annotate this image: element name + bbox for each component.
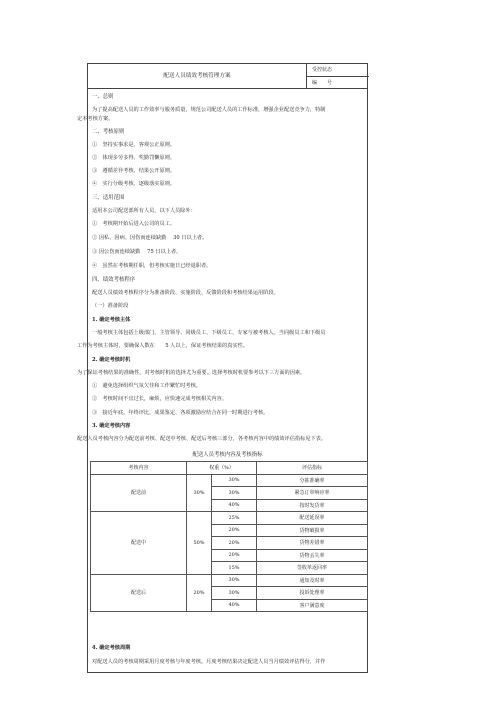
item-heading: 3. 确定考核内容 bbox=[92, 423, 131, 429]
list-item: ③ 接近年底，年终评比，成果鉴定、各项激励应结合在同一时期进行考核。 bbox=[92, 410, 269, 416]
subsection-heading: （一）准备阶段 bbox=[92, 303, 129, 309]
list-item: ④ 实行分级考核、逐级落实原则。 bbox=[92, 181, 176, 187]
item-heading: 2. 确定考核时机 bbox=[92, 357, 131, 363]
indicator-weight-cell: 25% bbox=[212, 512, 257, 525]
indicator-name-cell: 客户满意度 bbox=[257, 599, 368, 612]
indicator-weight-cell: 20% bbox=[212, 549, 257, 562]
paragraph: 适用本公司配送部所有人员，以下人员除外： bbox=[92, 208, 196, 214]
list-item: ② 因私、因病、因伤而连续缺勤 30 日以上者。 bbox=[92, 235, 208, 241]
document-title: 配送人员绩效考核管理方案 bbox=[88, 64, 307, 88]
paragraph: 定本考核方案。 bbox=[77, 116, 114, 122]
paragraph: 配送人员绩效考核程序分为准备阶段、实施阶段、反馈阶段和考核结果运用阶段。 bbox=[92, 290, 279, 296]
paragraph: 配送人员考核内容分为配送前考核、配送中考核、配送后考核三部分，各考核内容中的绩效评估指标见下表。 bbox=[77, 436, 327, 442]
section-heading: 二、考核原则 bbox=[92, 129, 125, 135]
group-name-cell: 配送前 bbox=[91, 474, 187, 512]
indicator-name-cell: 货物破损率 bbox=[257, 524, 368, 537]
list-item: ① 考核期开始后进入公司的员工。 bbox=[92, 221, 176, 227]
list-item: ③ 因公伤而连续缺勤 75 日以上者。 bbox=[92, 249, 182, 255]
list-item: ② 体现多劳多得、奖勤罚懒原则。 bbox=[92, 155, 176, 161]
list-item: ③ 遵循差异考核、结果公开原则。 bbox=[92, 168, 176, 174]
indicator-name-cell: 按时发货率 bbox=[257, 499, 368, 512]
indicator-weight-cell: 20% bbox=[212, 524, 257, 537]
indicator-name-cell: 货物差错率 bbox=[257, 537, 368, 550]
document-body bbox=[77, 88, 368, 673]
table-row bbox=[91, 512, 368, 525]
paragraph: 工作为考核主体时，要确保人数在 5 人以上，保证考核结果的真实性。 bbox=[77, 343, 248, 349]
indicator-name-cell: 配送延误率 bbox=[257, 512, 368, 525]
paragraph: 一般考核主体包括上级部门、主管领导、同级员工、下级员工、专家与被考核人。当同级员工和下级员 bbox=[92, 330, 326, 336]
list-item: ① 避免选择组织气氛欠佳和工作繁忙时考核。 bbox=[92, 383, 201, 389]
indicator-name-cell: 货物丢失率 bbox=[257, 549, 368, 562]
group-weight-cell: 50% bbox=[187, 512, 212, 575]
section-heading: 一、总则 bbox=[92, 94, 114, 100]
group-name-cell: 配送中 bbox=[91, 512, 187, 575]
table-header-cell: 评估指标 bbox=[257, 462, 368, 475]
group-name-cell: 配送后 bbox=[91, 574, 187, 612]
table-header-cell: 考核内容 bbox=[91, 462, 187, 475]
group-weight-cell: 20% bbox=[187, 574, 212, 612]
indicator-name-cell: 紧急订单响应率 bbox=[257, 487, 368, 500]
list-item: ② 考核时间不宜过长，麻烦，应快速完成考核相关内容。 bbox=[92, 396, 227, 402]
table-row bbox=[91, 574, 368, 587]
document-meta bbox=[306, 64, 369, 88]
paragraph: 为了保证考核结果的准确性，对考核时机的选择尤为重要。选择考核时机要参考以下三方面的因素。 bbox=[77, 370, 306, 376]
indicator-weight-cell: 15% bbox=[212, 562, 257, 575]
number-label: 编 号 bbox=[306, 76, 369, 88]
indicator-name-cell: 签收单返回率 bbox=[257, 562, 368, 575]
indicator-weight-cell: 30% bbox=[212, 474, 257, 487]
indicator-weight-cell: 40% bbox=[212, 599, 257, 612]
document-header bbox=[87, 63, 368, 88]
paragraph: 为了提高配送人员的工作效率与服务质量，规范公司配送人员的工作标准，增强企业配送竞争力，特制 bbox=[92, 107, 326, 113]
status-label: 受控状态 bbox=[312, 67, 333, 73]
indicator-name-cell: 通知及时率 bbox=[257, 574, 368, 587]
indicator-name-cell: 分拣准确率 bbox=[257, 474, 368, 487]
indicator-name-cell: 投诉处理率 bbox=[257, 587, 368, 600]
indicator-weight-cell: 30% bbox=[212, 574, 257, 587]
list-item: ① 坚持实事求是、客观公正原则。 bbox=[92, 142, 176, 148]
item-heading: 1. 确定考核主体 bbox=[92, 317, 131, 323]
table-caption: 配送人员考核内容及考核指标 bbox=[192, 452, 263, 458]
indicator-weight-cell: 30% bbox=[212, 487, 257, 500]
table-header-cell: 权重（%） bbox=[187, 462, 257, 475]
group-weight-cell: 30% bbox=[187, 474, 212, 512]
document-page bbox=[77, 63, 368, 673]
list-item: ④ 虽然在考核期任职，但考核实施日已经退职者。 bbox=[92, 263, 212, 269]
section-heading: 三、适用范围 bbox=[92, 195, 125, 201]
table-row bbox=[91, 474, 368, 487]
indicator-weight-cell: 40% bbox=[212, 499, 257, 512]
indicator-weight-cell: 20% bbox=[212, 537, 257, 550]
section-heading: 四、绩效考核程序 bbox=[92, 277, 136, 283]
kpi-table bbox=[90, 461, 368, 612]
paragraph: 对配送人员的考核周期采用月度考核与年度考核。月度考核结果决定配送人员当月绩效评估得分，并作 bbox=[92, 659, 326, 665]
table-header-row bbox=[91, 462, 368, 475]
indicator-weight-cell: 30% bbox=[212, 587, 257, 600]
item-heading: 4. 确定考核周期 bbox=[92, 645, 131, 651]
